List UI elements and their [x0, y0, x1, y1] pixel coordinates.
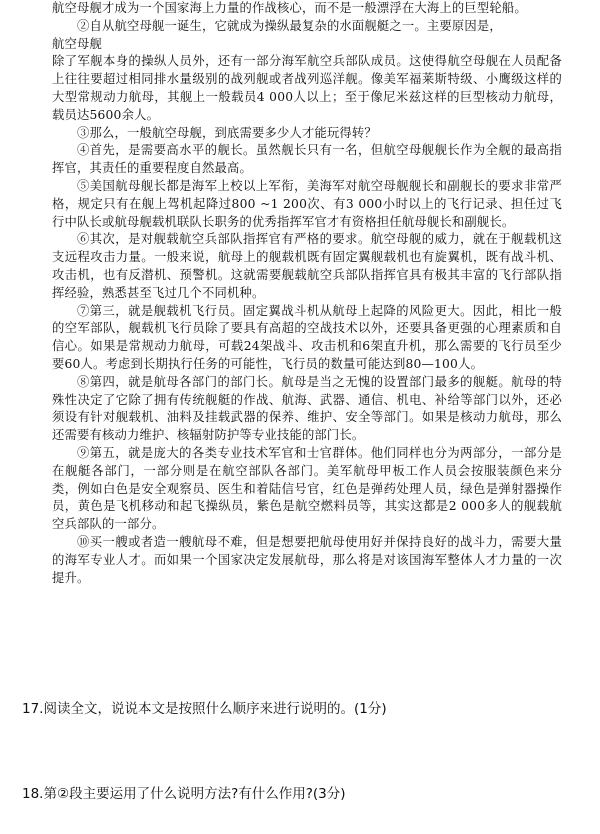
question-17: 17.阅读全文，说说本文是按照什么顺序来进行说明的。(1分): [22, 701, 387, 717]
paragraph-10: ⑩买一艘或者造一艘航母不难，但是想要把航母使用好并保持良好的战斗力，需要大量的海军专业人才。而如果一个国家决定发展航母，那么将是对该国海军整体人才力量的一次提升。: [52, 534, 562, 585]
paragraph-1-continuation: 航空母舰才成为一个国家海上力量的作战核心，而不是一般漂浮在大海上的巨型轮船。: [52, 1, 527, 15]
paragraph-2-break-line: 航空母舰: [52, 36, 102, 51]
paragraph-7: ⑦第三，就是舰载机飞行员。固定翼战斗机从航母上起降的风险更大。因此，相比一般的空军部队，舰载机飞行员除了要具有高超的空战技术以外，还要具备更强的心理素质和自信心。如果是常规动力航母，可载24架战斗、攻击机和6架直升机，那么需要的飞行员至少要60人。考虑到长期执行任务的可能性，飞行员的数量可能达到80—100人。: [52, 303, 562, 371]
paragraph-3: ③那么，一般航空母舰，到底需要多少人才能玩得转？: [77, 125, 377, 140]
question-18: 18.第②段主要运用了什么说明方法?有什么作用?(3分): [22, 786, 346, 802]
paragraph-2-continuation: 除了军舰本身的操纵人员外，还有一部分海军航空兵部队成员。这使得航空母舰在人员配备上往往要超过相同排水量级别的战列舰或者战列巡洋舰。像美军福莱斯特级、小鹰级这样的大型常规动力航母，其舰上一般载员4 000人以上；至于像尼米兹这样的巨型核动力航母，载员达5600余人。: [52, 54, 562, 122]
paragraph-8: ⑧第四，就是航母各部门的部门长。航母是当之无愧的设置部门最多的舰艇。航母的特殊性决定了它除了拥有传统舰艇的作战、航海、武器、通信、机电、补给等部门以外，还必须设有针对舰载机、油料及挂载武器的保养、维护、安全等部门。如果是核动力航母，那么还需要有核动力维护、核辐射防护等专业技能的部门长。: [52, 374, 562, 443]
paragraph-9: ⑨第五，就是庞大的各类专业技术军官和士官群体。他们同样也分为两部分，一部分是在舰艇各部门，一部分则是在航空部队各部门。美军航母甲板工作人员会按服装颜色来分类，例如白色是安全观察员、医生和着陆信号官，红色是弹药处理人员，绿色是弹射器操作员，黄色是飞机移动和起飞操纵员，紫色是航空燃料员等，其实这都是2 000多人的舰载航空兵部队的一部分。: [52, 445, 562, 532]
paragraph-5: ⑤美国航母舰长都是海军上校以上军衔，美海军对航空母舰舰长和副舰长的要求非常严格，规定只有在舰上驾机起降过800 ~1 200次、有3 000小时以上的飞行记录、担任过飞行中队长或航母舰载机联队长职务的优秀指挥军官才有资格担任航母舰长和副舰长。: [52, 178, 562, 229]
paragraph-2: ②自从航空母舰一诞生，它就成为操纵最复杂的水面舰艇之一。主要原因是，: [77, 18, 502, 33]
article-body: [52, 0, 562, 587]
paragraph-6: ⑥其次，是对舰载航空兵部队指挥官有严格的要求。航空母舰的威力，就在于舰载机这支远程攻击力量。一般来说，航母上的舰载机既有固定翼舰载机也有旋翼机，既有战斗机、攻击机，也有反潜机、预警机。这就需要舰载航空兵部队指挥官具有极其丰富的飞行部队指挥经验，熟悉甚至飞过几个不同机种。: [52, 232, 562, 300]
paragraph-4: ④首先，是需要高水平的舰长。虽然舰长只有一名，但航空母舰舰长作为全舰的最高指挥官，其责任的重要程度自然最高。: [52, 143, 562, 176]
